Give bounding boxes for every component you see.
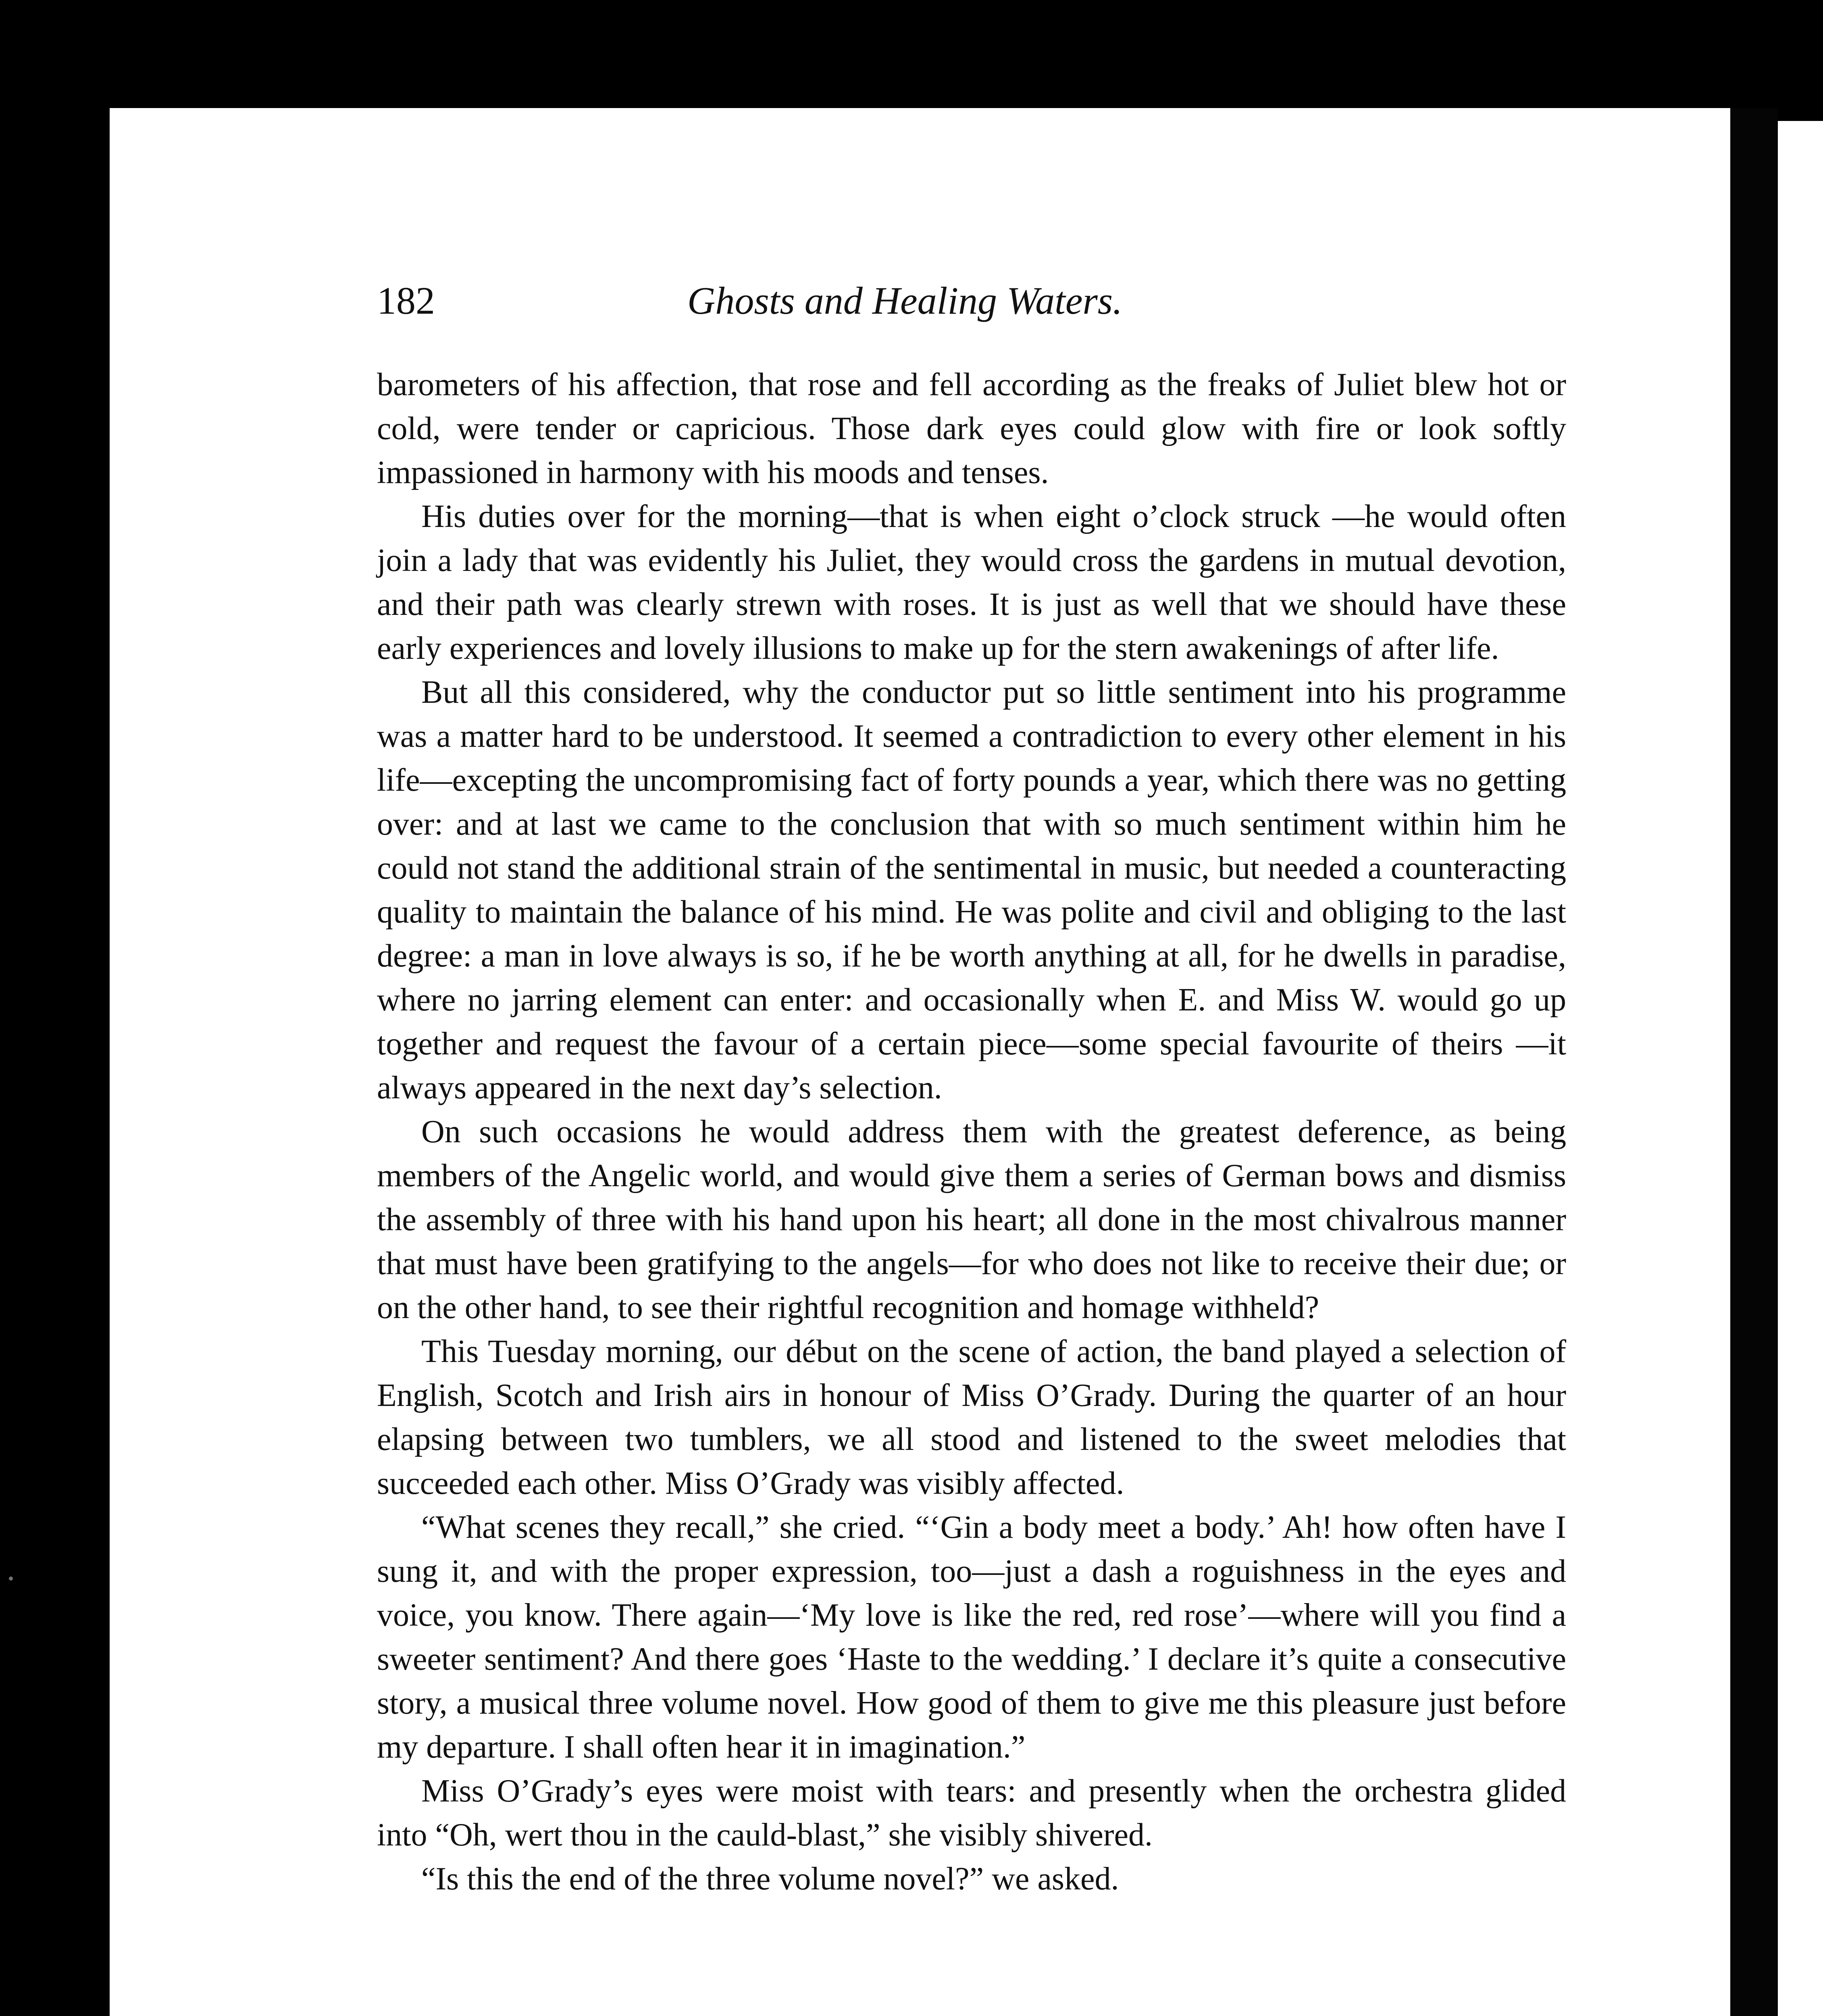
paragraph-5: This Tuesday morning, our début on the scene of action, the band played a selection of English, Scotch and Irish airs in honour of Miss O’Grady. During the quarter of an hour elapsing between two tumblers, we all stood and listened to the sweet melodies that succeeded each other. Miss O’Grady was visibly affected. (377, 1334, 1566, 1501)
page-number: 182 (377, 279, 435, 322)
running-title: Ghosts and Healing Waters. (687, 279, 1123, 322)
paragraph-7: Miss O’Grady’s eyes were moist with tears: and presently when the orchestra glided into “Oh, wert thou in the cauld-blast,” she visibly shivered. (377, 1773, 1566, 1853)
paragraph-8: “Is this the end of the three volume novel?” we asked. (421, 1861, 1119, 1897)
page-header (377, 278, 1627, 327)
paragraph-4: On such occasions he would address them with the greatest deference, as being members of the Angelic world, and would give them a series of German bows and dismiss the assembly of three with his hand upon his heart; all done in the most chivalrous manner that must have been gratifying to the angels—for who does not like to receive their due; or on the other hand, to see their rightful recognition and homage withheld? (377, 1114, 1566, 1325)
paragraph-1: barometers of his affection, that rose and fell according as the freaks of Juliet blew hot or cold, were tender or capricious. Those dark eyes could glow with fire or look softly impassioned in harmony with his moods and tenses. (377, 367, 1566, 490)
adjacent-page-edge (1778, 121, 1823, 2016)
paragraph-6: “What scenes they recall,” she cried. “‘Gin a body meet a body.’ Ah! how often have I sung it, and with the proper expression, too—just a dash a roguishness in the eyes and voice, you know. There again—‘My love is like the red, red rose’—where will you find a sweeter sentiment? And there goes ‘Haste to the wedding.’ I declare it’s quite a consecutive story, a musical three volume novel. How good of them to give me this pleasure just before my departure. I shall often hear it in imagination.” (377, 1510, 1566, 1765)
page-gutter-shadow (1730, 108, 1778, 2016)
paragraph-3: But all this considered, why the conductor put so little sentiment into his programme was a matter hard to be understood. It seemed a contradiction to every other element in his life—excepting the uncompromising fact of forty pounds a year, which there was no getting over: and at last we came to the conclusion that with so much sentiment within him he could not stand the additional strain of the sentimental in music, but needed a counteracting quality to maintain the balance of his mind. He was polite and civil and obliging to the last degree: a man in love always is so, if he be worth anything at all, for he dwells in paradise, where no jarring element can enter: and occasionally when E. and Miss W. would go up together and request the favour of a certain piece—some special favourite of theirs —it always appeared in the next day’s selection. (377, 675, 1566, 1106)
paragraph-2: His duties over for the morning—that is when eight o’clock struck —he would often join a lady that was evidently his Juliet, they would cross the gardens in mutual devotion, and their path was clearly strewn with roses. It is just as well that we should have these early experiences and lovely illusions to make up for the stern awakenings of after life. (377, 499, 1566, 666)
scan-speck (9, 1577, 13, 1581)
page-body (377, 363, 1566, 1901)
